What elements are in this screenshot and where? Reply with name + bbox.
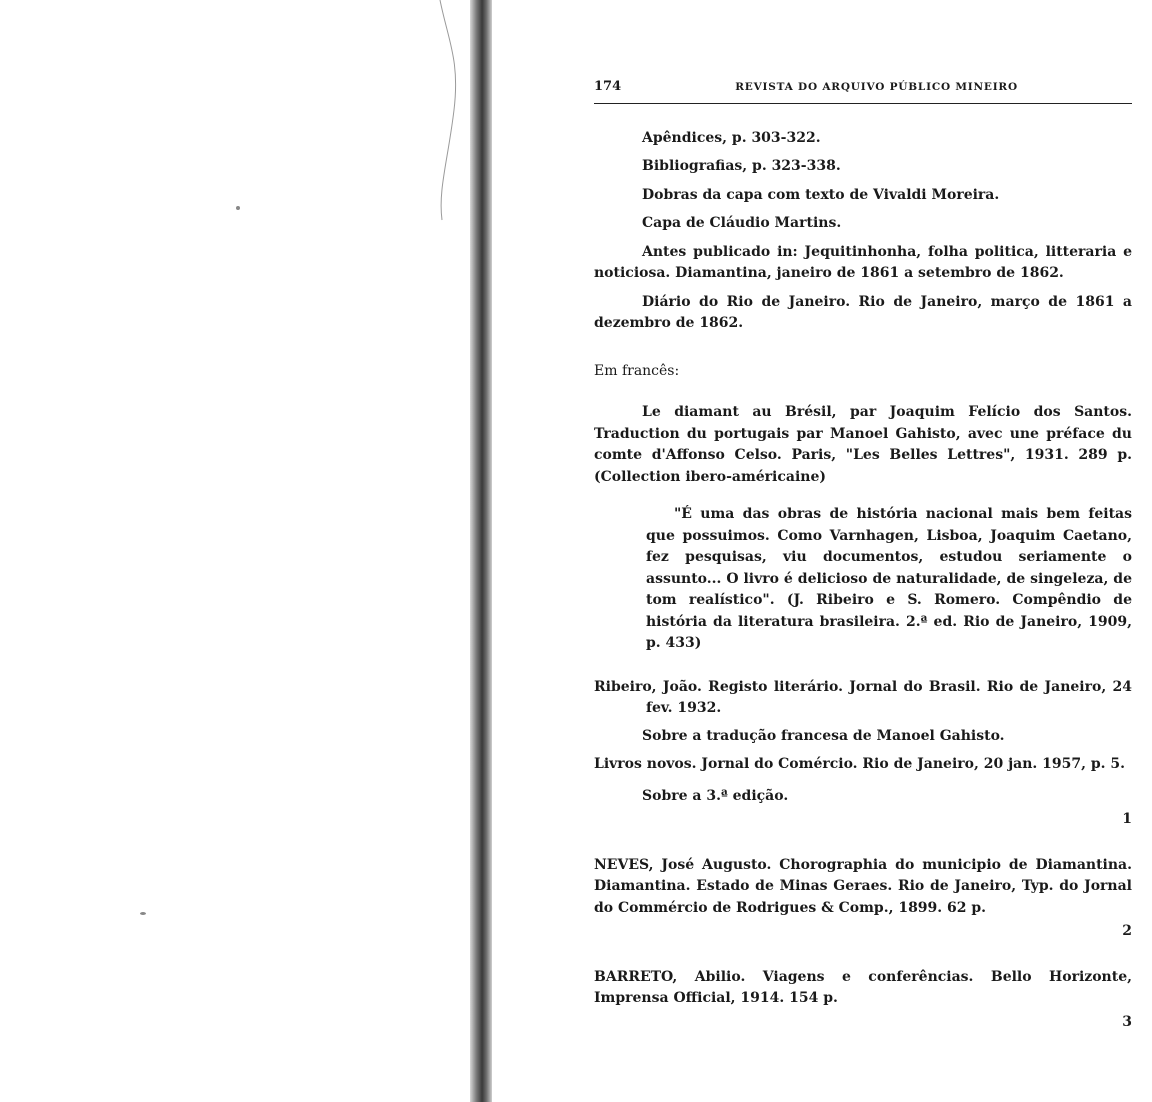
apendices-line: Apêndices, p. 303-322. [642, 129, 821, 146]
page-number: 174 [594, 79, 622, 94]
entry-number: 3 [1122, 1013, 1132, 1030]
capa-line: Capa de Cláudio Martins. [642, 215, 842, 231]
review-note: Sobre a tradução francesa de Manoel Gahisto. [642, 727, 1005, 744]
running-head [594, 76, 1132, 104]
bibliography-entry: NEVES, José Augusto. Chorographia do municipio de Diamantina. Diamantina. Estado de Minas Geraes. Rio de Janeiro, Typ. do Jornal do Commércio de Rodrigues & Comp., 1899. 62 p. [594, 856, 1132, 916]
bibliografias-line: Bibliografias, p. 323-338. [642, 158, 841, 174]
diario-line: Diário do Rio de Janeiro. Rio de Janeiro, março de 1861 a dezembro de 1862. [594, 293, 1132, 331]
book-gutter [470, 0, 492, 1102]
block-quote: "É uma das obras de história nacional mais bem feitas que possuimos. Como Varnhagen, Lisboa, Joaquim Caetano, fez pesquisas, viu documentos, estudou seriamente o assunto... O livro é delicioso de naturalidade, de singeleza, de tom realístico". (J. Ribeiro e S. Romero. Compêndio de história da literatura brasileira. 2.ª ed. Rio de Janeiro, 1909, p. 433) [646, 506, 1132, 651]
antes-publicado-line: Antes publicado in: Jequitinhonha, folha politica, litteraria e noticiosa. Diamantina, janeiro de 1861 a setembro de 1862. [594, 243, 1132, 281]
front-matter-notes [594, 128, 1132, 335]
ink-speck [140, 912, 146, 915]
review-note: Sobre a 3.ª edição. [642, 787, 789, 804]
left-page-blank [0, 0, 470, 1102]
journal-title: REVISTA DO ARQUIVO PÚBLICO MINEIRO [735, 81, 1018, 93]
review-citation: Ribeiro, João. Registo literário. Jornal do Brasil. Rio de Janeiro, 24 fev. 1932. [594, 678, 1132, 716]
entry-number: 2 [1122, 923, 1132, 939]
french-edition-entry: Le diamant au Brésil, par Joaquim Felício dos Santos. Traduction du portugais par Manoel Gahisto, avec une préface du comte d'Affonso Celso. Paris, "Les Belles Lettres", 1931. 289 p. (Collection ibero-américaine) [594, 404, 1132, 485]
entry-number: 1 [1122, 811, 1132, 827]
page-curl-mark [430, 0, 470, 230]
review-citation: Livros novos. Jornal do Comércio. Rio de Janeiro, 20 jan. 1957, p. 5. [594, 756, 1126, 772]
dobras-line: Dobras da capa com texto de Vivaldi Moreira. [642, 186, 1000, 203]
bibliography-entry: BARRETO, Abilio. Viagens e conferências. Bello Horizonte, Imprensa Official, 1914. 154 p. [594, 968, 1132, 1006]
section-label: Em francês: [594, 362, 680, 379]
right-page [594, 76, 1132, 1033]
ink-speck [236, 206, 240, 210]
